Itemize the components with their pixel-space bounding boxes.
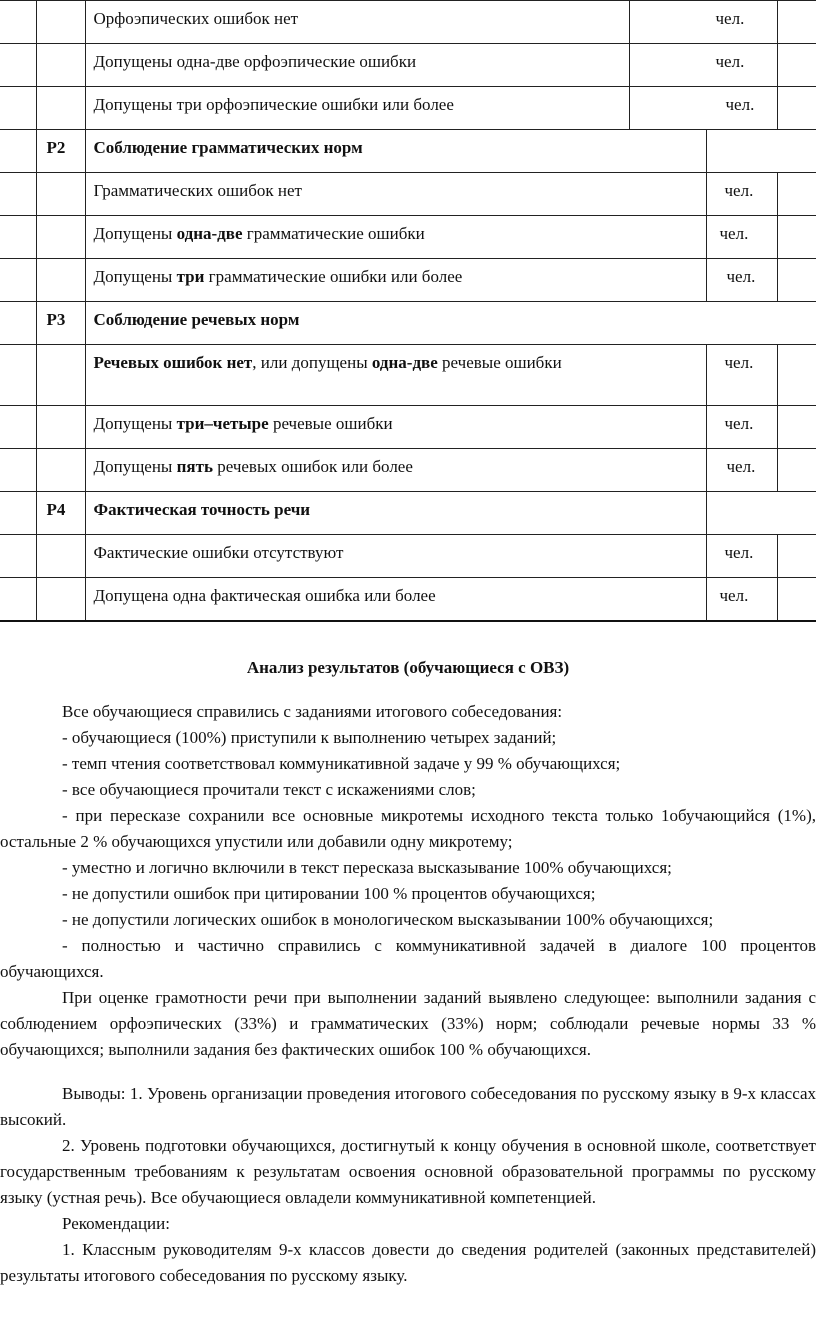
criterion-text: Допущены три грамматические ошибки или более (85, 259, 706, 302)
criterion-text: Орфоэпических ошибок нет (85, 1, 629, 44)
criterion-text: Грамматических ошибок нет (85, 173, 706, 216)
table-row (0, 216, 816, 259)
table-row (0, 406, 816, 449)
list-item: - темп чтения соответствовал коммуникативной задаче у 99 % обучающихся; (62, 754, 621, 773)
table-row (0, 173, 816, 216)
table-row (0, 302, 816, 345)
unit-cell: чел. (706, 173, 777, 216)
list-item: - не допустили ошибок при цитировании 100 % процентов обучающихся; (62, 884, 596, 903)
table-row (0, 345, 816, 406)
criterion-text: Допущены одна-две грамматические ошибки (85, 216, 706, 259)
criterion-title: Фактическая точность речи (85, 492, 706, 535)
analysis-title: Анализ результатов (обучающиеся с ОВЗ) (246, 658, 570, 677)
conclusions-paragraph: 2. Уровень подготовки обучающихся, достигнутый к концу обучения в основной школе, соответствует государственным требованиям к результатам освоения основной образовательной программы по русскому языку (устная речь). Все обучающиеся овладели коммуникативной компетенцией. (0, 1136, 816, 1207)
criterion-text: Допущены три орфоэпические ошибки или более (85, 87, 629, 130)
list-item: - обучающиеся (100%) приступили к выполнению четырех заданий; (62, 728, 557, 747)
paragraph: При оценке грамотности речи при выполнении заданий выявлено следующее: выполнили задания с соблюдением орфоэпических (33%) и грамматических (33%) норм; соблюдали речевые нормы 33 % обучающихся; выполнили задания без фактических ошибок 100 % обучающихся. (0, 988, 816, 1059)
list-item: - не допустили логических ошибок в монологическом высказывании 100% обучающихся; (62, 910, 714, 929)
unit-cell: чел. (629, 87, 777, 130)
list-item: - полностью и частично справились с коммуникативной задачей в диалоге 100 процентов обучающихся. (0, 936, 816, 981)
criterion-code: Р2 (36, 130, 85, 173)
criterion-text: Фактические ошибки отсутствуют (85, 535, 706, 578)
criterion-text: Допущены одна-две орфоэпические ошибки (85, 44, 629, 87)
unit-cell: чел. (706, 259, 777, 302)
criterion-text: Допущена одна фактическая ошибка или более (85, 578, 706, 621)
recommendations-paragraph: 1. Классным руководителям 9-х классов довести до сведения родителей (законных представителей) результаты итогового собеседования по русскому языку. (0, 1240, 816, 1285)
analysis-section (0, 655, 816, 1289)
criterion-title: Соблюдение речевых норм (85, 302, 816, 345)
table-row (0, 578, 816, 621)
unit-cell: чел. (706, 345, 777, 406)
table-row (0, 44, 816, 87)
table-row (0, 259, 816, 302)
criterion-code: Р3 (36, 302, 85, 345)
conclusions-paragraph: Выводы: 1. Уровень организации проведения итогового собеседования по русскому языку в 9-х классах высокий. (0, 1084, 816, 1129)
unit-cell: чел. (629, 1, 777, 44)
criterion-code: Р4 (36, 492, 85, 535)
table-row (0, 1, 816, 44)
list-item: - при пересказе сохранили все основные микротемы исходного текста только 1обучающийся (1%), остальные 2 % обучающихся упустили или добавили одну микротему; (0, 806, 816, 851)
table-row (0, 87, 816, 130)
unit-cell: чел. (706, 578, 777, 621)
criteria-table (0, 0, 816, 622)
recommendations-heading: Рекомендации: (62, 1214, 170, 1233)
table-row (0, 535, 816, 578)
unit-cell: чел. (706, 406, 777, 449)
list-item: - уместно и логично включили в текст пересказа высказывание 100% обучающихся; (62, 858, 672, 877)
list-item: - все обучающиеся прочитали текст с искажениями слов; (62, 780, 476, 799)
table-row (0, 449, 816, 492)
criterion-title: Соблюдение грамматических норм (85, 130, 706, 173)
criterion-text: Речевых ошибок нет, или допущены одна-две речевые ошибки (85, 345, 706, 406)
unit-cell: чел. (706, 535, 777, 578)
table-row (0, 492, 816, 535)
unit-cell: чел. (706, 216, 777, 259)
criterion-text: Допущены пять речевых ошибок или более (85, 449, 706, 492)
table-row (0, 130, 816, 173)
paragraph: Все обучающиеся справились с заданиями итогового собеседования: (62, 702, 563, 721)
unit-cell: чел. (706, 449, 777, 492)
criterion-text: Допущены три–четыре речевые ошибки (85, 406, 706, 449)
unit-cell: чел. (629, 44, 777, 87)
